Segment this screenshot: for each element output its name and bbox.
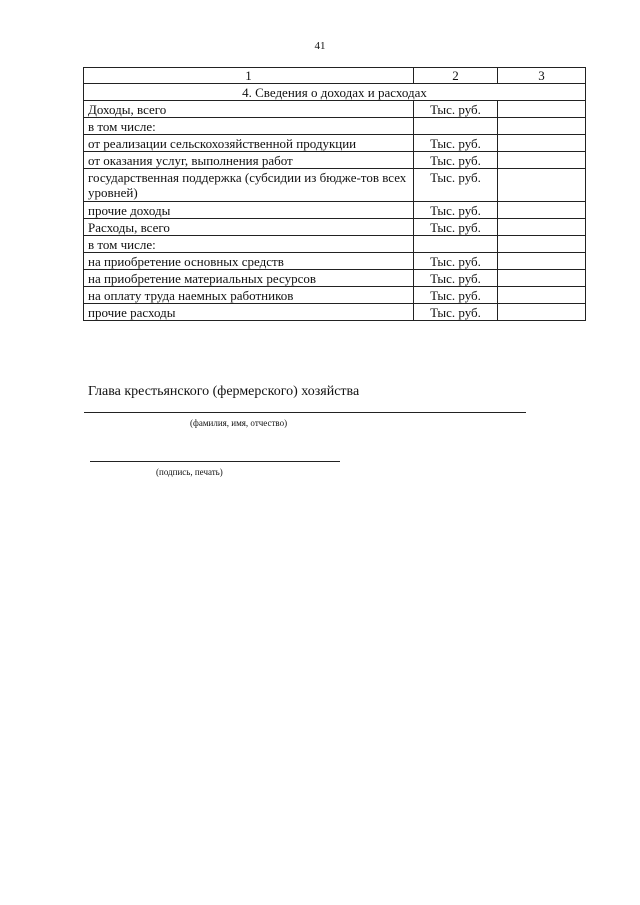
- row-label: от реализации сельскохозяйственной продукции: [84, 135, 414, 152]
- table-row: [84, 169, 586, 202]
- row-value-cell[interactable]: [498, 202, 586, 219]
- row-label: от оказания услуг, выполнения работ: [84, 152, 414, 169]
- row-unit: Тыс. руб.: [414, 152, 498, 169]
- column-number-3: 3: [498, 68, 586, 84]
- table-row: [84, 135, 586, 152]
- row-value-cell[interactable]: [498, 236, 586, 253]
- section-title-row: [84, 84, 586, 101]
- section-title: 4. Сведения о доходах и расходах: [84, 84, 586, 101]
- row-unit: Тыс. руб.: [414, 304, 498, 321]
- page-number: 41: [314, 40, 326, 52]
- table-row: [84, 101, 586, 118]
- table-row: [84, 219, 586, 236]
- row-label: прочие доходы: [84, 202, 414, 219]
- row-label: в том числе:: [84, 236, 414, 253]
- row-unit: Тыс. руб.: [414, 202, 498, 219]
- table-row: [84, 202, 586, 219]
- name-line[interactable]: [84, 412, 526, 413]
- row-label: Расходы, всего: [84, 219, 414, 236]
- row-label: в том числе:: [84, 118, 414, 135]
- table-row: [84, 287, 586, 304]
- row-label: на приобретение основных средств: [84, 253, 414, 270]
- column-number-2: 2: [414, 68, 498, 84]
- row-value-cell[interactable]: [498, 270, 586, 287]
- table-row: [84, 253, 586, 270]
- signature-caption: (подпись, печать): [156, 467, 223, 477]
- row-unit: Тыс. руб.: [414, 101, 498, 118]
- table-row: [84, 236, 586, 253]
- row-value-cell[interactable]: [498, 219, 586, 236]
- row-value-cell[interactable]: [498, 101, 586, 118]
- row-value-cell[interactable]: [498, 304, 586, 321]
- row-unit: Тыс. руб.: [414, 219, 498, 236]
- signature-title: Глава крестьянского (фермерского) хозяйства: [88, 384, 360, 399]
- column-number-1: 1: [84, 68, 414, 84]
- row-unit: Тыс. руб.: [414, 253, 498, 270]
- row-unit: Тыс. руб.: [414, 169, 498, 202]
- row-value-cell[interactable]: [498, 287, 586, 304]
- table-row: [84, 270, 586, 287]
- row-value-cell[interactable]: [498, 169, 586, 202]
- row-unit: Тыс. руб.: [414, 270, 498, 287]
- row-label: государственная поддержка (субсидии из бюдже-тов всех уровней): [84, 169, 414, 202]
- name-caption: (фамилия, имя, отчество): [190, 418, 288, 428]
- row-value-cell[interactable]: [498, 135, 586, 152]
- table-body: [84, 101, 586, 321]
- row-label: на оплату труда наемных работников: [84, 287, 414, 304]
- column-number-row: [84, 68, 586, 84]
- row-unit: Тыс. руб.: [414, 287, 498, 304]
- row-unit: Тыс. руб.: [414, 135, 498, 152]
- row-value-cell[interactable]: [498, 253, 586, 270]
- signature-line[interactable]: [90, 461, 340, 462]
- row-unit: [414, 236, 498, 253]
- income-expense-table: [83, 67, 586, 321]
- row-unit: [414, 118, 498, 135]
- table-row: [84, 152, 586, 169]
- table-row: [84, 304, 586, 321]
- row-label: прочие расходы: [84, 304, 414, 321]
- row-value-cell[interactable]: [498, 118, 586, 135]
- row-label: Доходы, всего: [84, 101, 414, 118]
- row-label: на приобретение материальных ресурсов: [84, 270, 414, 287]
- table-row: [84, 118, 586, 135]
- row-value-cell[interactable]: [498, 152, 586, 169]
